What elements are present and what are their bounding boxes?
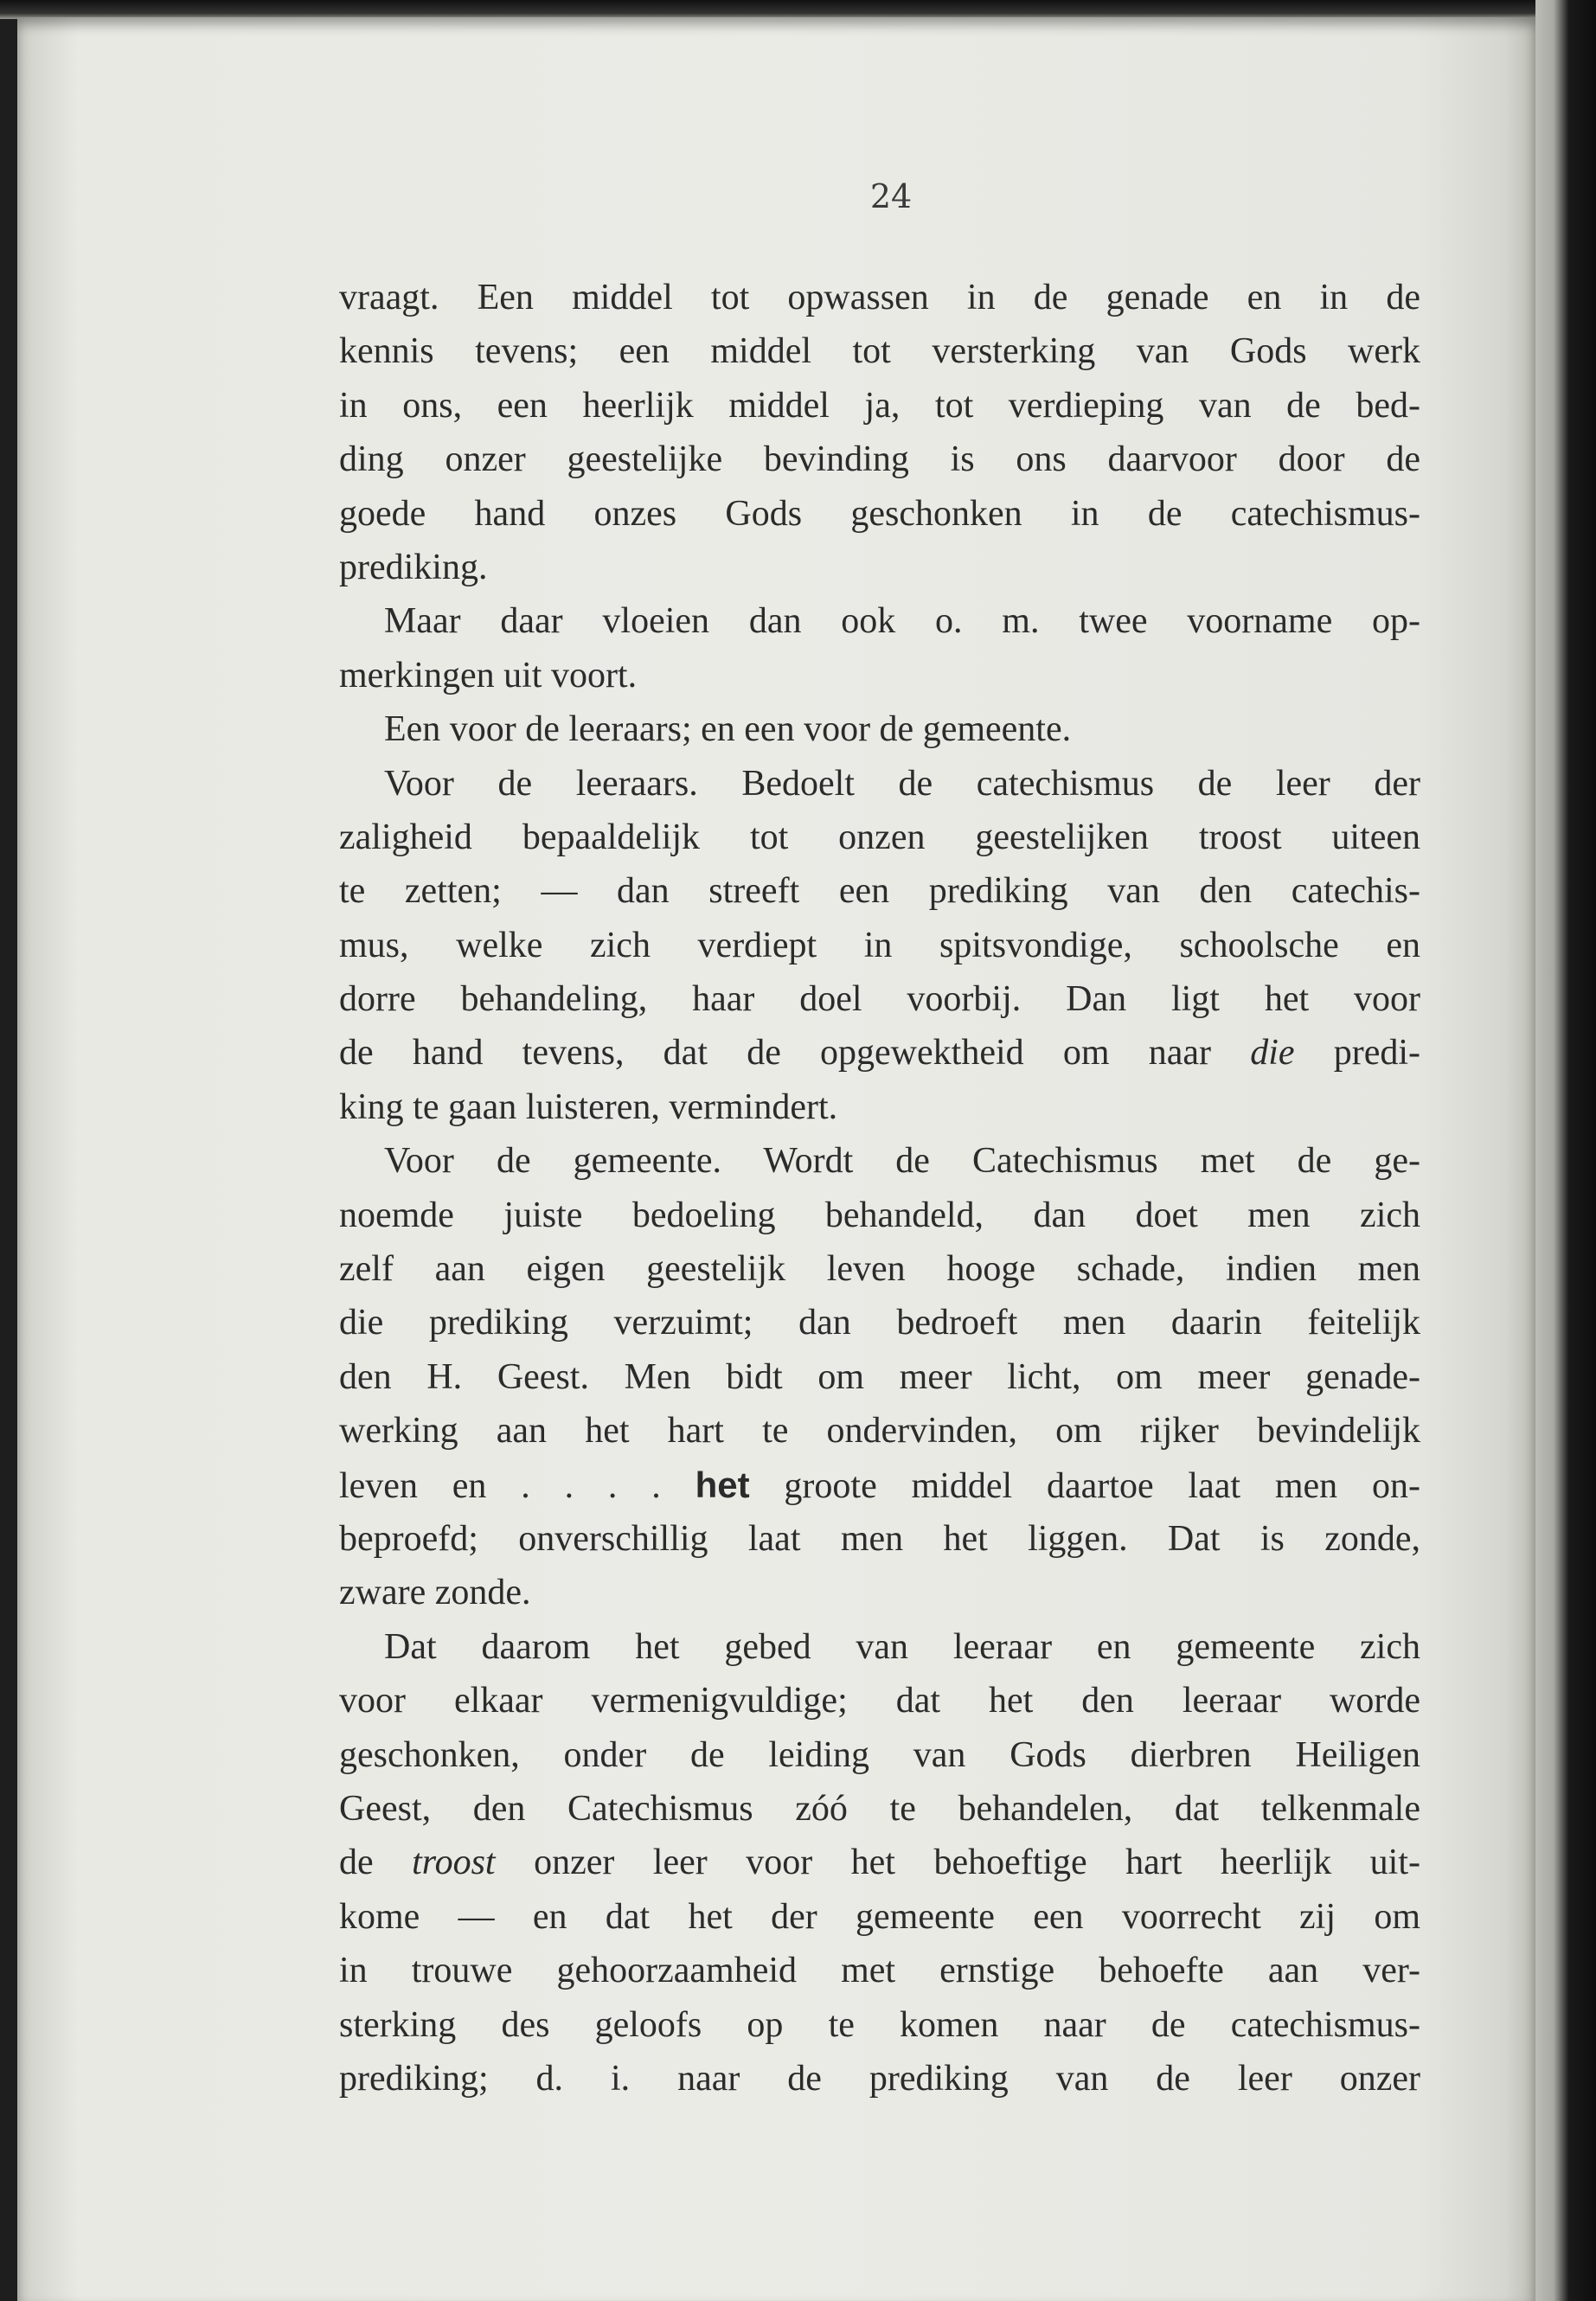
text-segment: Maar daar vloeien dan ook o. m. twee voorname op- <box>384 601 1420 642</box>
text-line <box>339 1620 1420 1674</box>
emphasis-text: die <box>1250 1033 1295 1074</box>
text-segment: in ons, een heerlijk middel ja, tot verdieping van de bed- <box>339 385 1420 426</box>
text-line <box>339 811 1420 864</box>
text-segment: zware zonde. <box>339 1573 531 1613</box>
text-line <box>339 1242 1420 1296</box>
text-line <box>339 271 1420 324</box>
text-segment: prediking. <box>339 547 488 587</box>
text-line <box>339 1350 1420 1404</box>
text-segment: Voor de gemeente. Wordt de Catechismus met de ge- <box>384 1141 1420 1182</box>
text-line <box>339 972 1420 1026</box>
bold-text: het <box>695 1464 750 1505</box>
text-segment: ding onzer geestelijke bevinding is ons daarvoor door de <box>339 439 1420 480</box>
text-segment: goede hand onzes Gods geschonken in de catechismus- <box>339 493 1420 534</box>
emphasis-text: troost <box>412 1843 496 1883</box>
text-line <box>339 1189 1420 1242</box>
text-segment: de <box>339 1843 413 1883</box>
text-line <box>339 1296 1420 1349</box>
text-line <box>339 594 1420 648</box>
page-number: 24 <box>869 177 913 215</box>
text-line <box>339 2052 1420 2106</box>
text-segment: Een voor de leeraars; en een voor de gemeente. <box>384 709 1072 750</box>
text-segment: king te gaan luisteren, vermindert. <box>339 1086 838 1127</box>
text-segment: werking aan het hart te ondervinden, om rijker bevindelijk <box>339 1411 1420 1452</box>
text-segment: Voor de leeraars. Bedoelt de catechismus de leer der <box>384 763 1420 804</box>
text-line <box>339 1998 1420 2052</box>
text-segment: Dat daarom het gebed van leeraar en gemeente zich <box>384 1626 1420 1667</box>
text-line <box>339 1674 1420 1727</box>
text-segment: leven en . . . . <box>339 1465 695 1506</box>
text-segment: mus, welke zich verdiept in spitsvondige, schoolsche en <box>339 925 1420 965</box>
text-segment: dorre behandeling, haar doel voorbij. Dan ligt het voor <box>339 979 1420 1020</box>
text-line <box>339 324 1420 378</box>
text-segment: te zetten; — dan streeft een prediking van den catechis- <box>339 871 1420 912</box>
text-line <box>339 1512 1420 1566</box>
text-segment: Geest, den Catechismus zóó te behandelen, dat telkenmale <box>339 1788 1420 1829</box>
text-segment: die prediking verzuimt; dan bedroeft men daarin feitelijk <box>339 1303 1420 1343</box>
text-segment: kennis tevens; een middel tot versterking van Gods werk <box>339 331 1420 372</box>
text-line <box>339 1026 1420 1080</box>
text-line <box>339 919 1420 972</box>
text-line <box>339 757 1420 811</box>
text-line <box>339 1890 1420 1944</box>
page-top-edge <box>0 0 1548 19</box>
text-segment: de hand tevens, dat de opgewektheid om naar <box>339 1033 1251 1074</box>
text-segment: kome — en dat het der gemeente een voorrecht zij om <box>339 1896 1420 1937</box>
text-line <box>339 864 1420 918</box>
text-line <box>339 649 1420 702</box>
text-segment: noemde juiste bedoeling behandeld, dan doet men zich <box>339 1195 1420 1235</box>
text-line <box>339 379 1420 433</box>
text-line <box>339 1080 1420 1134</box>
text-segment: vraagt. Een middel tot opwassen in de genade en in de <box>339 278 1420 317</box>
text-line <box>339 541 1420 594</box>
text-line <box>339 1782 1420 1836</box>
text-segment: geschonken, onder de leiding van Gods dierbren Heiligen <box>339 1734 1420 1775</box>
text-segment: zaligheid bepaaldelijk tot onzen geestelijken troost uiteen <box>339 817 1420 857</box>
text-segment: merkingen uit voort. <box>339 655 638 695</box>
text-line <box>339 1404 1420 1458</box>
text-line <box>339 1134 1420 1188</box>
text-segment: den H. Geest. Men bidt om meer licht, om meer genade- <box>339 1356 1420 1397</box>
text-segment: groote middel daartoe laat men on- <box>749 1465 1420 1506</box>
text-line <box>339 433 1420 486</box>
text-segment: in trouwe gehoorzaamheid met ernstige behoefte aan ver- <box>339 1951 1420 1991</box>
text-segment: onzer leer voor het behoeftige hart heerlijk uit- <box>495 1843 1420 1883</box>
text-line <box>339 1944 1420 1997</box>
text-line <box>339 1458 1420 1512</box>
text-segment: beproefd; onverschillig laat men het liggen. Dat is zonde, <box>339 1518 1420 1559</box>
text-line <box>339 487 1420 541</box>
page-right-edge <box>1535 0 1596 2301</box>
text-segment: voor elkaar vermenigvuldige; dat het den leeraar worde <box>339 1681 1420 1721</box>
text-line <box>339 702 1420 756</box>
body-text <box>339 271 1420 2106</box>
text-segment: zelf aan eigen geestelijk leven hooge schade, indien men <box>339 1249 1420 1290</box>
text-line <box>339 1836 1420 1889</box>
text-line <box>339 1566 1420 1619</box>
text-segment: predi- <box>1294 1033 1420 1074</box>
text-segment: sterking des geloofs op te komen naar de catechismus- <box>339 2004 1420 2045</box>
text-segment: prediking; d. i. naar de prediking van de leer onzer <box>339 2058 1420 2099</box>
text-line <box>339 1728 1420 1782</box>
